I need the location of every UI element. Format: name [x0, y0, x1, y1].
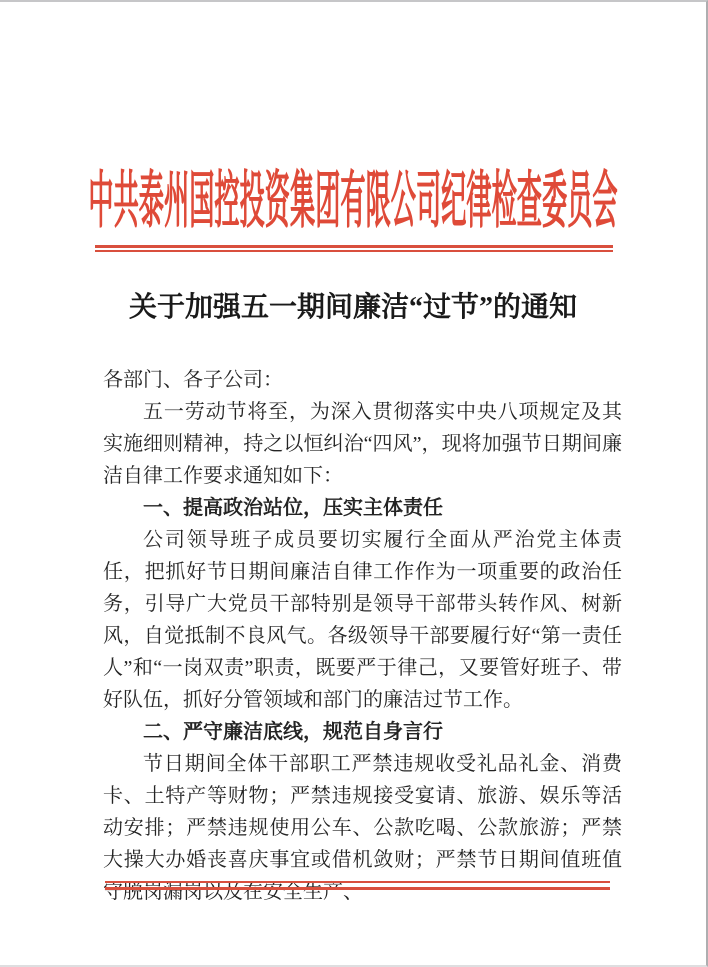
letterhead-committee-name: 中共泰州国控投资集团有限公司纪律检查委员会 [88, 167, 618, 236]
document-title: 关于加强五一期间廉洁“过节”的通知 [128, 292, 577, 323]
letterhead [0, 167, 706, 238]
paragraph-list [103, 396, 622, 908]
body-paragraph: 公司领导班子成员要切实履行全面从严治党主体责任，把抓好节日期间廉洁自律工作作为一项重要的政治任务，引导广大党员干部特别是领导干部带头转作风、树新风，自觉抵制不良风气。各级领导干部要履行好“第一责任人”和“一岗双责”职责，既要严于律己，又要管好班子、带好队伍，抓好分管领域和部门的廉洁过节工作。 [103, 529, 622, 711]
document-body [103, 364, 622, 908]
salutation: 各部门、各子公司： [103, 369, 283, 391]
section-heading: 一、提高政治站位，压实主体责任 [143, 497, 443, 519]
section-heading: 二、严守廉洁底线，规范自身言行 [143, 721, 443, 743]
footer-double-rule [105, 881, 610, 890]
body-paragraph: 五一劳动节将至，为深入贯彻落实中央八项规定及其实施细则精神，持之以恒纠治“四风”，现将加强节日期间廉洁自律工作要求通知如下： [103, 401, 622, 487]
body-paragraph: 节日期间全体干部职工严禁违规收受礼品礼金、消费卡、土特产等财物；严禁违规接受宴请、旅游、娱乐等活动安排；严禁违规使用公车、公款吃喝、公款旅游；严禁大操大办婚丧喜庆事宜或借机敛财；严禁节日期间值班值守脱岗漏岗以及在安全生产、 [103, 753, 622, 903]
letterhead-double-rule [95, 245, 613, 252]
